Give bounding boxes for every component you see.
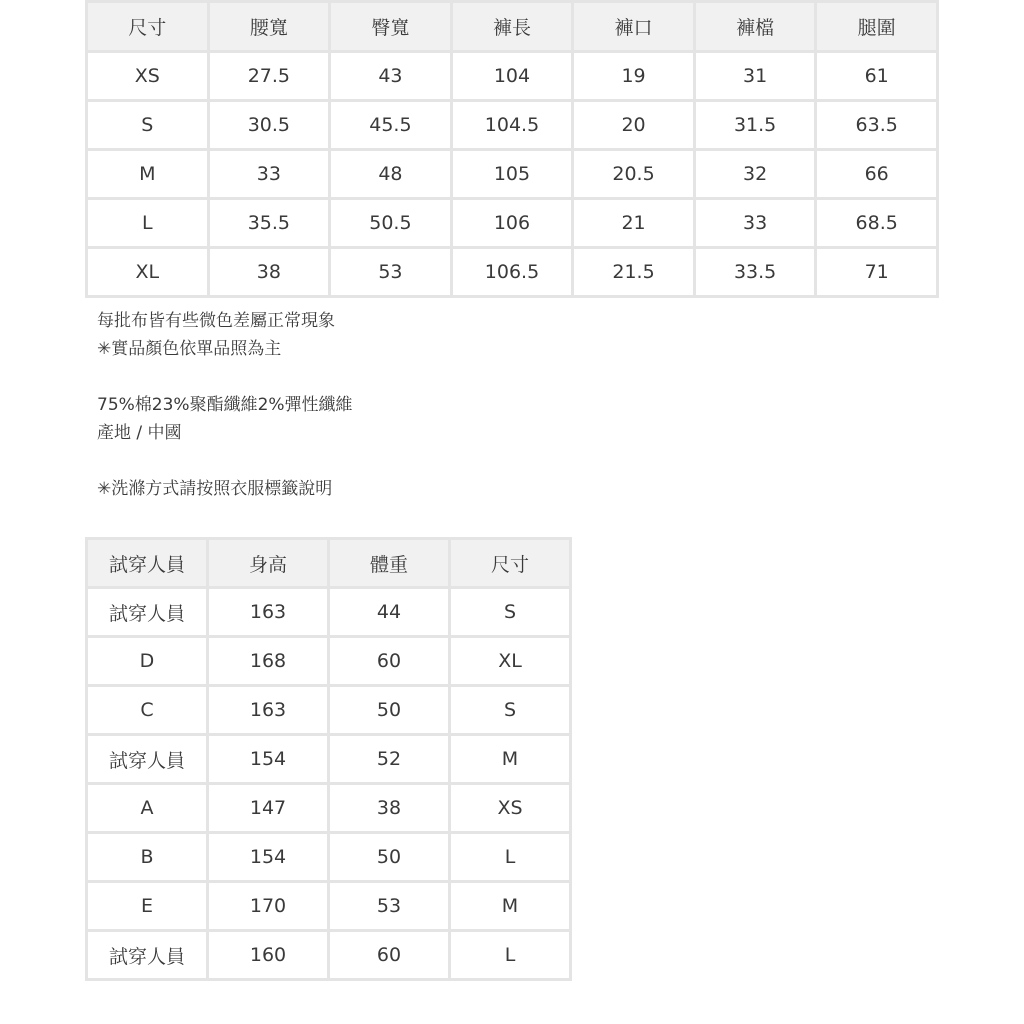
table-cell: 53 bbox=[330, 248, 452, 297]
table-cell: XL bbox=[450, 637, 571, 686]
table-row bbox=[87, 833, 571, 882]
header-cell: 臀寬 bbox=[330, 2, 452, 52]
table-row bbox=[87, 882, 571, 931]
table-row bbox=[87, 101, 938, 150]
table-row bbox=[87, 931, 571, 980]
product-notes bbox=[97, 307, 797, 503]
table-cell: 試穿人員 bbox=[87, 931, 208, 980]
table-cell: 163 bbox=[208, 588, 329, 637]
table-cell: 32 bbox=[694, 150, 816, 199]
table-cell: 35.5 bbox=[208, 199, 330, 248]
table-cell: 106 bbox=[451, 199, 573, 248]
table-cell: 44 bbox=[329, 588, 450, 637]
table-cell: 60 bbox=[329, 637, 450, 686]
color-reference-note: ✳實品顏色依單品照為主 bbox=[97, 339, 282, 359]
model-fit-table bbox=[85, 537, 572, 981]
table-cell: 20 bbox=[573, 101, 695, 150]
table-cell: M bbox=[87, 150, 209, 199]
table-cell: 19 bbox=[573, 52, 695, 101]
table-cell: XS bbox=[450, 784, 571, 833]
table-cell: 33 bbox=[208, 150, 330, 199]
table-row bbox=[87, 199, 938, 248]
table-cell: 20.5 bbox=[573, 150, 695, 199]
table-cell: 38 bbox=[329, 784, 450, 833]
header-cell: 腰寬 bbox=[208, 2, 330, 52]
table-cell: 38 bbox=[208, 248, 330, 297]
table-cell: B bbox=[87, 833, 208, 882]
table-cell: 66 bbox=[816, 150, 938, 199]
table-cell: 53 bbox=[329, 882, 450, 931]
header-cell: 尺寸 bbox=[450, 539, 571, 588]
table-cell: 105 bbox=[451, 150, 573, 199]
table-cell: 154 bbox=[208, 833, 329, 882]
header-cell: 褲檔 bbox=[694, 2, 816, 52]
table-row bbox=[87, 637, 571, 686]
table-cell: 試穿人員 bbox=[87, 735, 208, 784]
table-cell: XL bbox=[87, 248, 209, 297]
header-cell: 身高 bbox=[208, 539, 329, 588]
table-cell: C bbox=[87, 686, 208, 735]
table-cell: 21 bbox=[573, 199, 695, 248]
table-cell: E bbox=[87, 882, 208, 931]
table-cell: S bbox=[450, 686, 571, 735]
table-cell: 52 bbox=[329, 735, 450, 784]
table-cell: XS bbox=[87, 52, 209, 101]
table-cell: L bbox=[87, 199, 209, 248]
table-cell: D bbox=[87, 637, 208, 686]
washing-note: ✳洗滌方式請按照衣服標籤說明 bbox=[97, 479, 333, 499]
size-chart-table bbox=[85, 0, 939, 298]
table-cell: 68.5 bbox=[816, 199, 938, 248]
table-cell: S bbox=[450, 588, 571, 637]
table-cell: 31 bbox=[694, 52, 816, 101]
table-cell: 43 bbox=[330, 52, 452, 101]
table-cell: 48 bbox=[330, 150, 452, 199]
table-cell: 33.5 bbox=[694, 248, 816, 297]
table-cell: 71 bbox=[816, 248, 938, 297]
table-row bbox=[87, 150, 938, 199]
origin-note: 產地 / 中國 bbox=[97, 423, 182, 443]
header-cell: 尺寸 bbox=[87, 2, 209, 52]
header-cell: 腿圍 bbox=[816, 2, 938, 52]
table-cell: 106.5 bbox=[451, 248, 573, 297]
table-cell: 63.5 bbox=[816, 101, 938, 150]
header-cell: 褲口 bbox=[573, 2, 695, 52]
table-cell: 30.5 bbox=[208, 101, 330, 150]
table-row bbox=[87, 248, 938, 297]
table-cell: 21.5 bbox=[573, 248, 695, 297]
color-variance-note: 每批布皆有些微色差屬正常現象 bbox=[97, 311, 335, 331]
table-cell: 45.5 bbox=[330, 101, 452, 150]
table-cell: 154 bbox=[208, 735, 329, 784]
header-cell: 體重 bbox=[329, 539, 450, 588]
header-cell: 褲長 bbox=[451, 2, 573, 52]
table-cell: L bbox=[450, 931, 571, 980]
table-cell: 168 bbox=[208, 637, 329, 686]
table-cell: 104 bbox=[451, 52, 573, 101]
model-fit-header-row bbox=[87, 539, 571, 588]
table-cell: 160 bbox=[208, 931, 329, 980]
table-cell: M bbox=[450, 735, 571, 784]
table-row bbox=[87, 588, 571, 637]
table-cell: 104.5 bbox=[451, 101, 573, 150]
size-chart-header-row bbox=[87, 2, 938, 52]
table-cell: 33 bbox=[694, 199, 816, 248]
table-row bbox=[87, 784, 571, 833]
header-cell: 試穿人員 bbox=[87, 539, 208, 588]
table-cell: 163 bbox=[208, 686, 329, 735]
table-cell: 61 bbox=[816, 52, 938, 101]
table-cell: M bbox=[450, 882, 571, 931]
table-row bbox=[87, 52, 938, 101]
table-cell: 27.5 bbox=[208, 52, 330, 101]
table-cell: A bbox=[87, 784, 208, 833]
table-cell: 60 bbox=[329, 931, 450, 980]
material-composition: 75%棉23%聚酯纖維2%彈性纖維 bbox=[97, 395, 353, 415]
spacer bbox=[97, 447, 797, 475]
table-row bbox=[87, 686, 571, 735]
table-cell: L bbox=[450, 833, 571, 882]
table-cell: 50 bbox=[329, 686, 450, 735]
table-cell: S bbox=[87, 101, 209, 150]
table-cell: 31.5 bbox=[694, 101, 816, 150]
table-cell: 147 bbox=[208, 784, 329, 833]
table-cell: 試穿人員 bbox=[87, 588, 208, 637]
spacer bbox=[97, 363, 797, 391]
table-cell: 50.5 bbox=[330, 199, 452, 248]
table-cell: 170 bbox=[208, 882, 329, 931]
table-cell: 50 bbox=[329, 833, 450, 882]
table-row bbox=[87, 735, 571, 784]
